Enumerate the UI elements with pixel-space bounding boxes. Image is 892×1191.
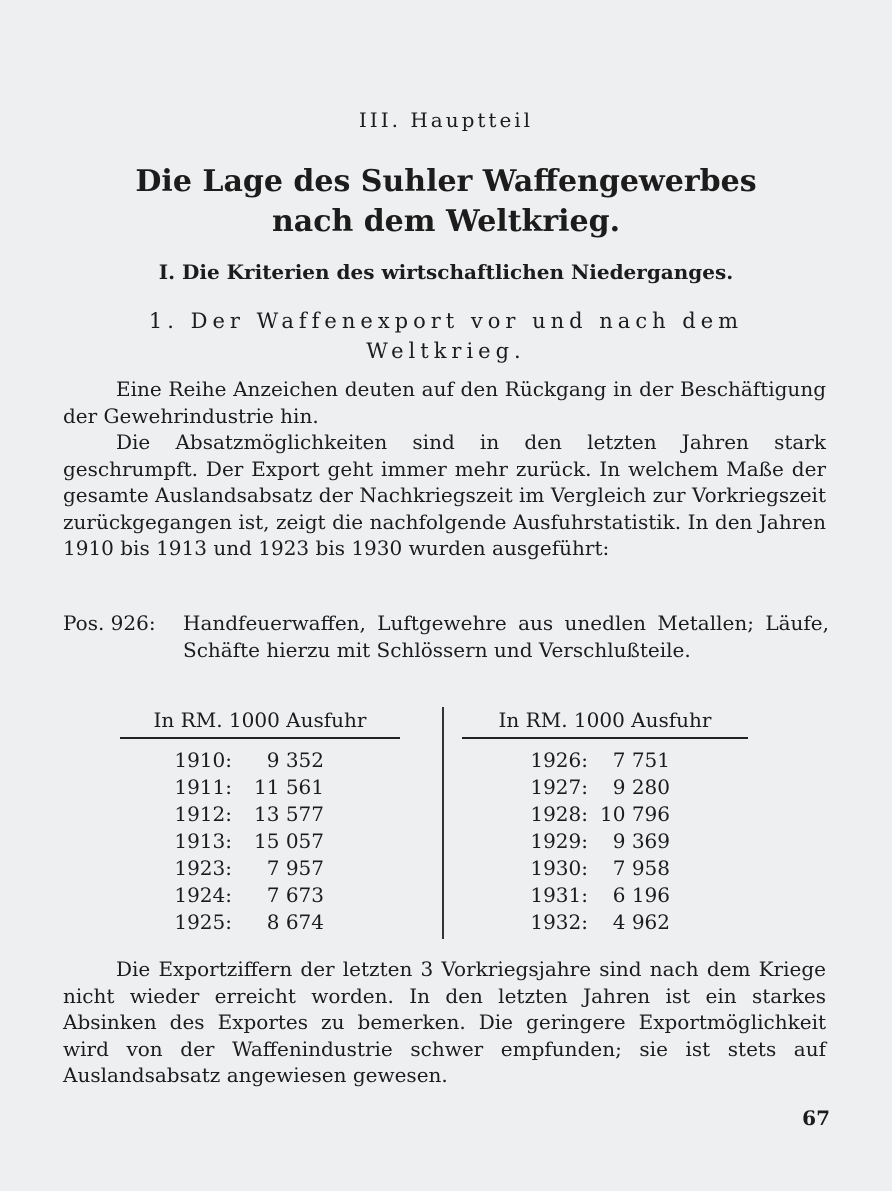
row-year: 1926: — [530, 748, 588, 772]
column-header-right: In RM. 1000 Ausfuhr — [462, 707, 748, 739]
row-value: 4 962 — [612, 910, 670, 934]
export-table — [0, 707, 892, 947]
row-value: 9 352 — [266, 748, 324, 772]
row-value: 6 196 — [612, 883, 670, 907]
table-column-left — [120, 707, 400, 936]
column-divider — [442, 707, 444, 939]
row-year: 1910: — [174, 748, 232, 772]
closing-paragraph — [63, 956, 826, 1089]
row-year: 1923: — [174, 856, 232, 880]
page-number: 67 — [802, 1106, 830, 1130]
main-title-line-1: Die Lage des Suhler Waffengewerbes — [135, 164, 757, 199]
row-year: 1928: — [530, 802, 588, 826]
table-row — [462, 882, 748, 909]
row-value: 9 369 — [612, 829, 670, 853]
table-row — [120, 828, 400, 855]
row-value: 13 577 — [254, 802, 324, 826]
table-row — [462, 747, 748, 774]
table-row — [462, 909, 748, 936]
rows-right — [462, 747, 748, 936]
main-title — [0, 162, 892, 242]
table-row — [120, 774, 400, 801]
table-row — [462, 828, 748, 855]
table-row — [462, 801, 748, 828]
row-value: 9 280 — [612, 775, 670, 799]
row-year: 1912: — [174, 802, 232, 826]
row-value: 7 958 — [612, 856, 670, 880]
row-year: 1930: — [530, 856, 588, 880]
row-value: 7 957 — [266, 856, 324, 880]
table-row — [120, 855, 400, 882]
row-year: 1931: — [530, 883, 588, 907]
row-year: 1911: — [174, 775, 232, 799]
row-value: 7 751 — [612, 748, 670, 772]
table-row — [120, 801, 400, 828]
row-year: 1927: — [530, 775, 588, 799]
row-year: 1925: — [174, 910, 232, 934]
section-title: I. Die Kriterien des wirtschaftlichen Niederganges. — [158, 260, 734, 284]
table-row — [120, 747, 400, 774]
row-year: 1932: — [530, 910, 588, 934]
row-value: 10 796 — [600, 802, 670, 826]
rows-left — [120, 747, 400, 936]
row-year: 1913: — [174, 829, 232, 853]
row-value: 7 673 — [266, 883, 324, 907]
row-year: 1924: — [174, 883, 232, 907]
table-row — [462, 774, 748, 801]
table-column-right — [462, 707, 748, 936]
table-row — [120, 882, 400, 909]
position-label: Pos. 926: — [63, 611, 156, 635]
row-year: 1929: — [530, 829, 588, 853]
paragraph-1: Eine Reihe Anzeichen deuten auf den Rückgang in der Beschäftigung der Gewehrindustrie hin. — [63, 377, 826, 428]
paragraph-2: Die Absatzmöglichkeiten sind in den letzten Jahren stark geschrumpft. Der Export geht immer mehr zurück. In welchem Maße der gesamte Auslandsabsatz der Nachkriegszeit im Vergleich zur Vorkriegszeit zurückgegangen ist, zeigt die nachfolgende Ausfuhrstatistik. In den Jahren 1910 bis 1913 und 1923 bis 1930 wurden ausgeführt: — [63, 430, 826, 560]
row-value: 15 057 — [254, 829, 324, 853]
position-text: Handfeuerwaffen, Luftgewehre aus unedlen Metallen; Läufe, Schäfte hierzu mit Schlössern und Verschlußteile. — [183, 611, 829, 662]
table-row — [120, 909, 400, 936]
paragraph-3: Die Exportziffern der letzten 3 Vorkriegsjahre sind nach dem Kriege nicht wieder erreicht worden. In den letzten Jahren ist ein starkes Absinken des Exportes zu bemerken. Die geringere Exportmöglichkeit wird von der Waffenindustrie schwer empfunden; sie ist stets auf Auslandsabsatz angewiesen gewesen. — [63, 957, 826, 1087]
table-row — [462, 855, 748, 882]
subsection-title: 1. Der Waffenexport vor und nach dem Weltkrieg. — [148, 309, 744, 363]
part-title: III. Hauptteil — [358, 108, 534, 132]
intro-paragraphs — [63, 376, 826, 562]
column-header-left: In RM. 1000 Ausfuhr — [120, 707, 400, 739]
main-title-line-2: nach dem Weltkrieg. — [271, 204, 621, 239]
row-value: 11 561 — [254, 775, 324, 799]
row-value: 8 674 — [266, 910, 324, 934]
